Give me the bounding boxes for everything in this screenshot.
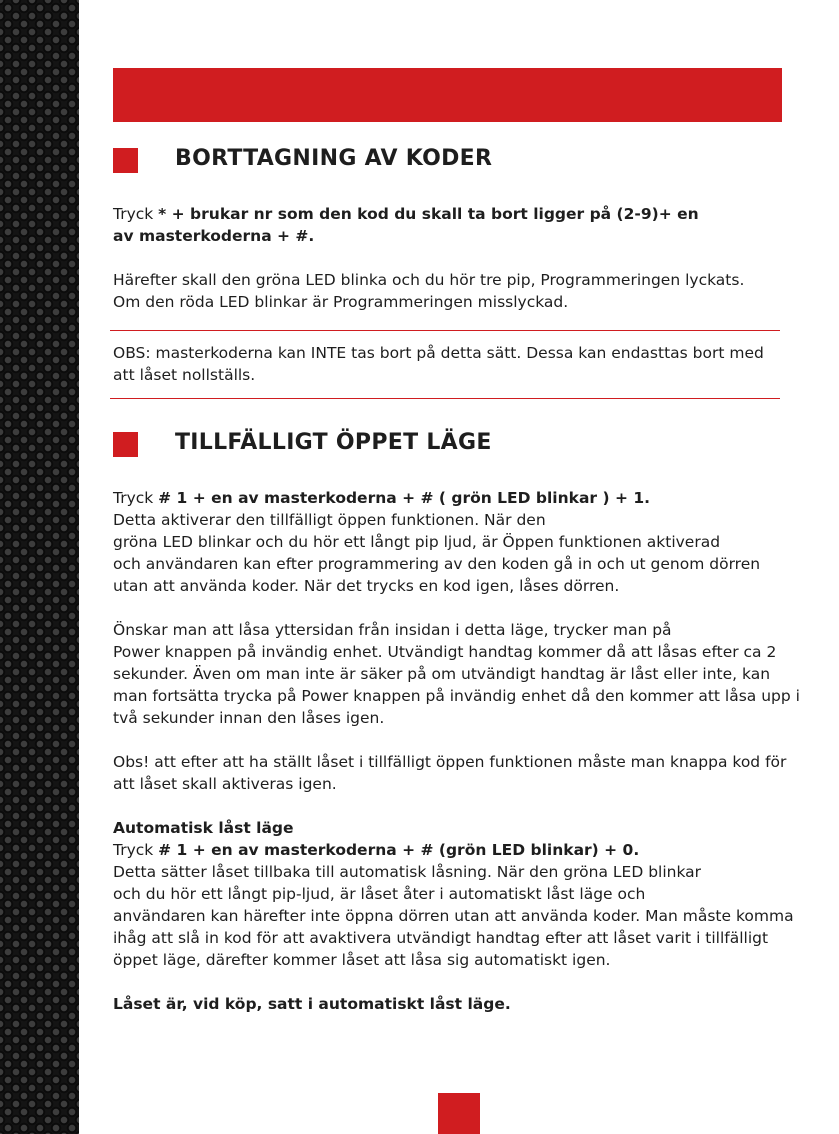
paragraph-line: Önskar man att låsa yttersidan från insidan i detta läge, trycker man på <box>113 621 672 639</box>
instruction-keys: * + brukar nr som den kod du skall ta bort ligger på (2-9)+ en <box>158 205 699 223</box>
section-title: BORTTAGNING AV KODER <box>175 146 493 171</box>
result-text: Om den röda LED blinkar är Programmeringen misslyckad. <box>113 293 569 311</box>
divider <box>110 398 780 399</box>
instruction-prefix: Tryck <box>113 205 159 223</box>
paragraph-line: gröna LED blinkar och du hör ett långt pip ljud, är Öppen funktionen aktiverad <box>113 533 721 551</box>
paragraph-line: användaren kan härefter inte öppna dörren utan att använda koder. Man måste komma <box>113 907 794 925</box>
paragraph-line: utan att använda koder. När det trycks en kod igen, låses dörren. <box>113 577 620 595</box>
section-title: TILLFÄLLIGT ÖPPET LÄGE <box>175 430 492 455</box>
instruction-keys-cont: av masterkoderna + #. <box>113 227 315 245</box>
temporary-open-body <box>113 487 800 1015</box>
instruction-line <box>113 487 778 509</box>
paragraph-line: Obs! att efter att ha ställt låset i tillfälligt öppen funktionen måste man knappa kod för <box>113 753 787 771</box>
paragraph-line: Detta sätter låset tillbaka till automatisk låsning. När den gröna LED blinkar <box>113 863 702 881</box>
instruction-prefix: Tryck <box>113 489 159 507</box>
instruction-line <box>113 203 778 225</box>
heading-marker <box>113 148 138 173</box>
subheading-automatisk: Automatisk låst läge <box>113 819 294 837</box>
paragraph-line: ihåg att slå in kod för att avaktivera utvändigt handtag efter att låset varit i tillfälligt <box>113 929 769 947</box>
paragraph-line: öppet läge, därefter kommer låset att låsa sig automatiskt igen. <box>113 951 611 969</box>
divider <box>110 330 780 331</box>
result-text: Härefter skall den gröna LED blinka och du hör tre pip, Programmeringen lyckats. <box>113 271 745 289</box>
decorative-side-strip <box>0 0 79 1134</box>
paragraph-line: och användaren kan efter programmering av den koden gå in och ut genom dörren <box>113 555 761 573</box>
instruction-keys: # 1 + en av masterkoderna + # (grön LED blinkar) + 0. <box>158 841 640 859</box>
removal-instruction <box>113 203 778 313</box>
paragraph-line: sekunder. Även om man inte är säker på om utvändigt handtag är låst eller inte, kan <box>113 665 771 683</box>
paragraph-line: två sekunder innan den låses igen. <box>113 709 385 727</box>
paragraph-line: Power knappen på invändig enhet. Utvändigt handtag kommer då att låsas efter ca 2 <box>113 643 777 661</box>
paragraph-line: man fortsätta trycka på Power knappen på invändig enhet då den kommer att låsa upp i <box>113 687 800 705</box>
instruction-line <box>113 839 778 861</box>
paragraph-line: att låset skall aktiveras igen. <box>113 775 337 793</box>
closing-statement: Låset är, vid köp, satt i automatiskt låst läge. <box>113 995 511 1013</box>
obs-note <box>113 342 778 386</box>
page-footer-tab <box>438 1093 480 1134</box>
paragraph-line: Detta aktiverar den tillfälligt öppen funktionen. När den <box>113 511 546 529</box>
note-text: att låset nollställs. <box>113 366 256 384</box>
instruction-prefix: Tryck <box>113 841 159 859</box>
note-text: OBS: masterkoderna kan INTE tas bort på detta sätt. Dessa kan endasttas bort med <box>113 344 764 362</box>
heading-marker <box>113 432 138 457</box>
instruction-keys: # 1 + en av masterkoderna + # ( grön LED blinkar ) + 1. <box>158 489 651 507</box>
header-banner <box>113 68 782 122</box>
paragraph-line: och du hör ett långt pip-ljud, är låset åter i automatiskt låst läge och <box>113 885 646 903</box>
